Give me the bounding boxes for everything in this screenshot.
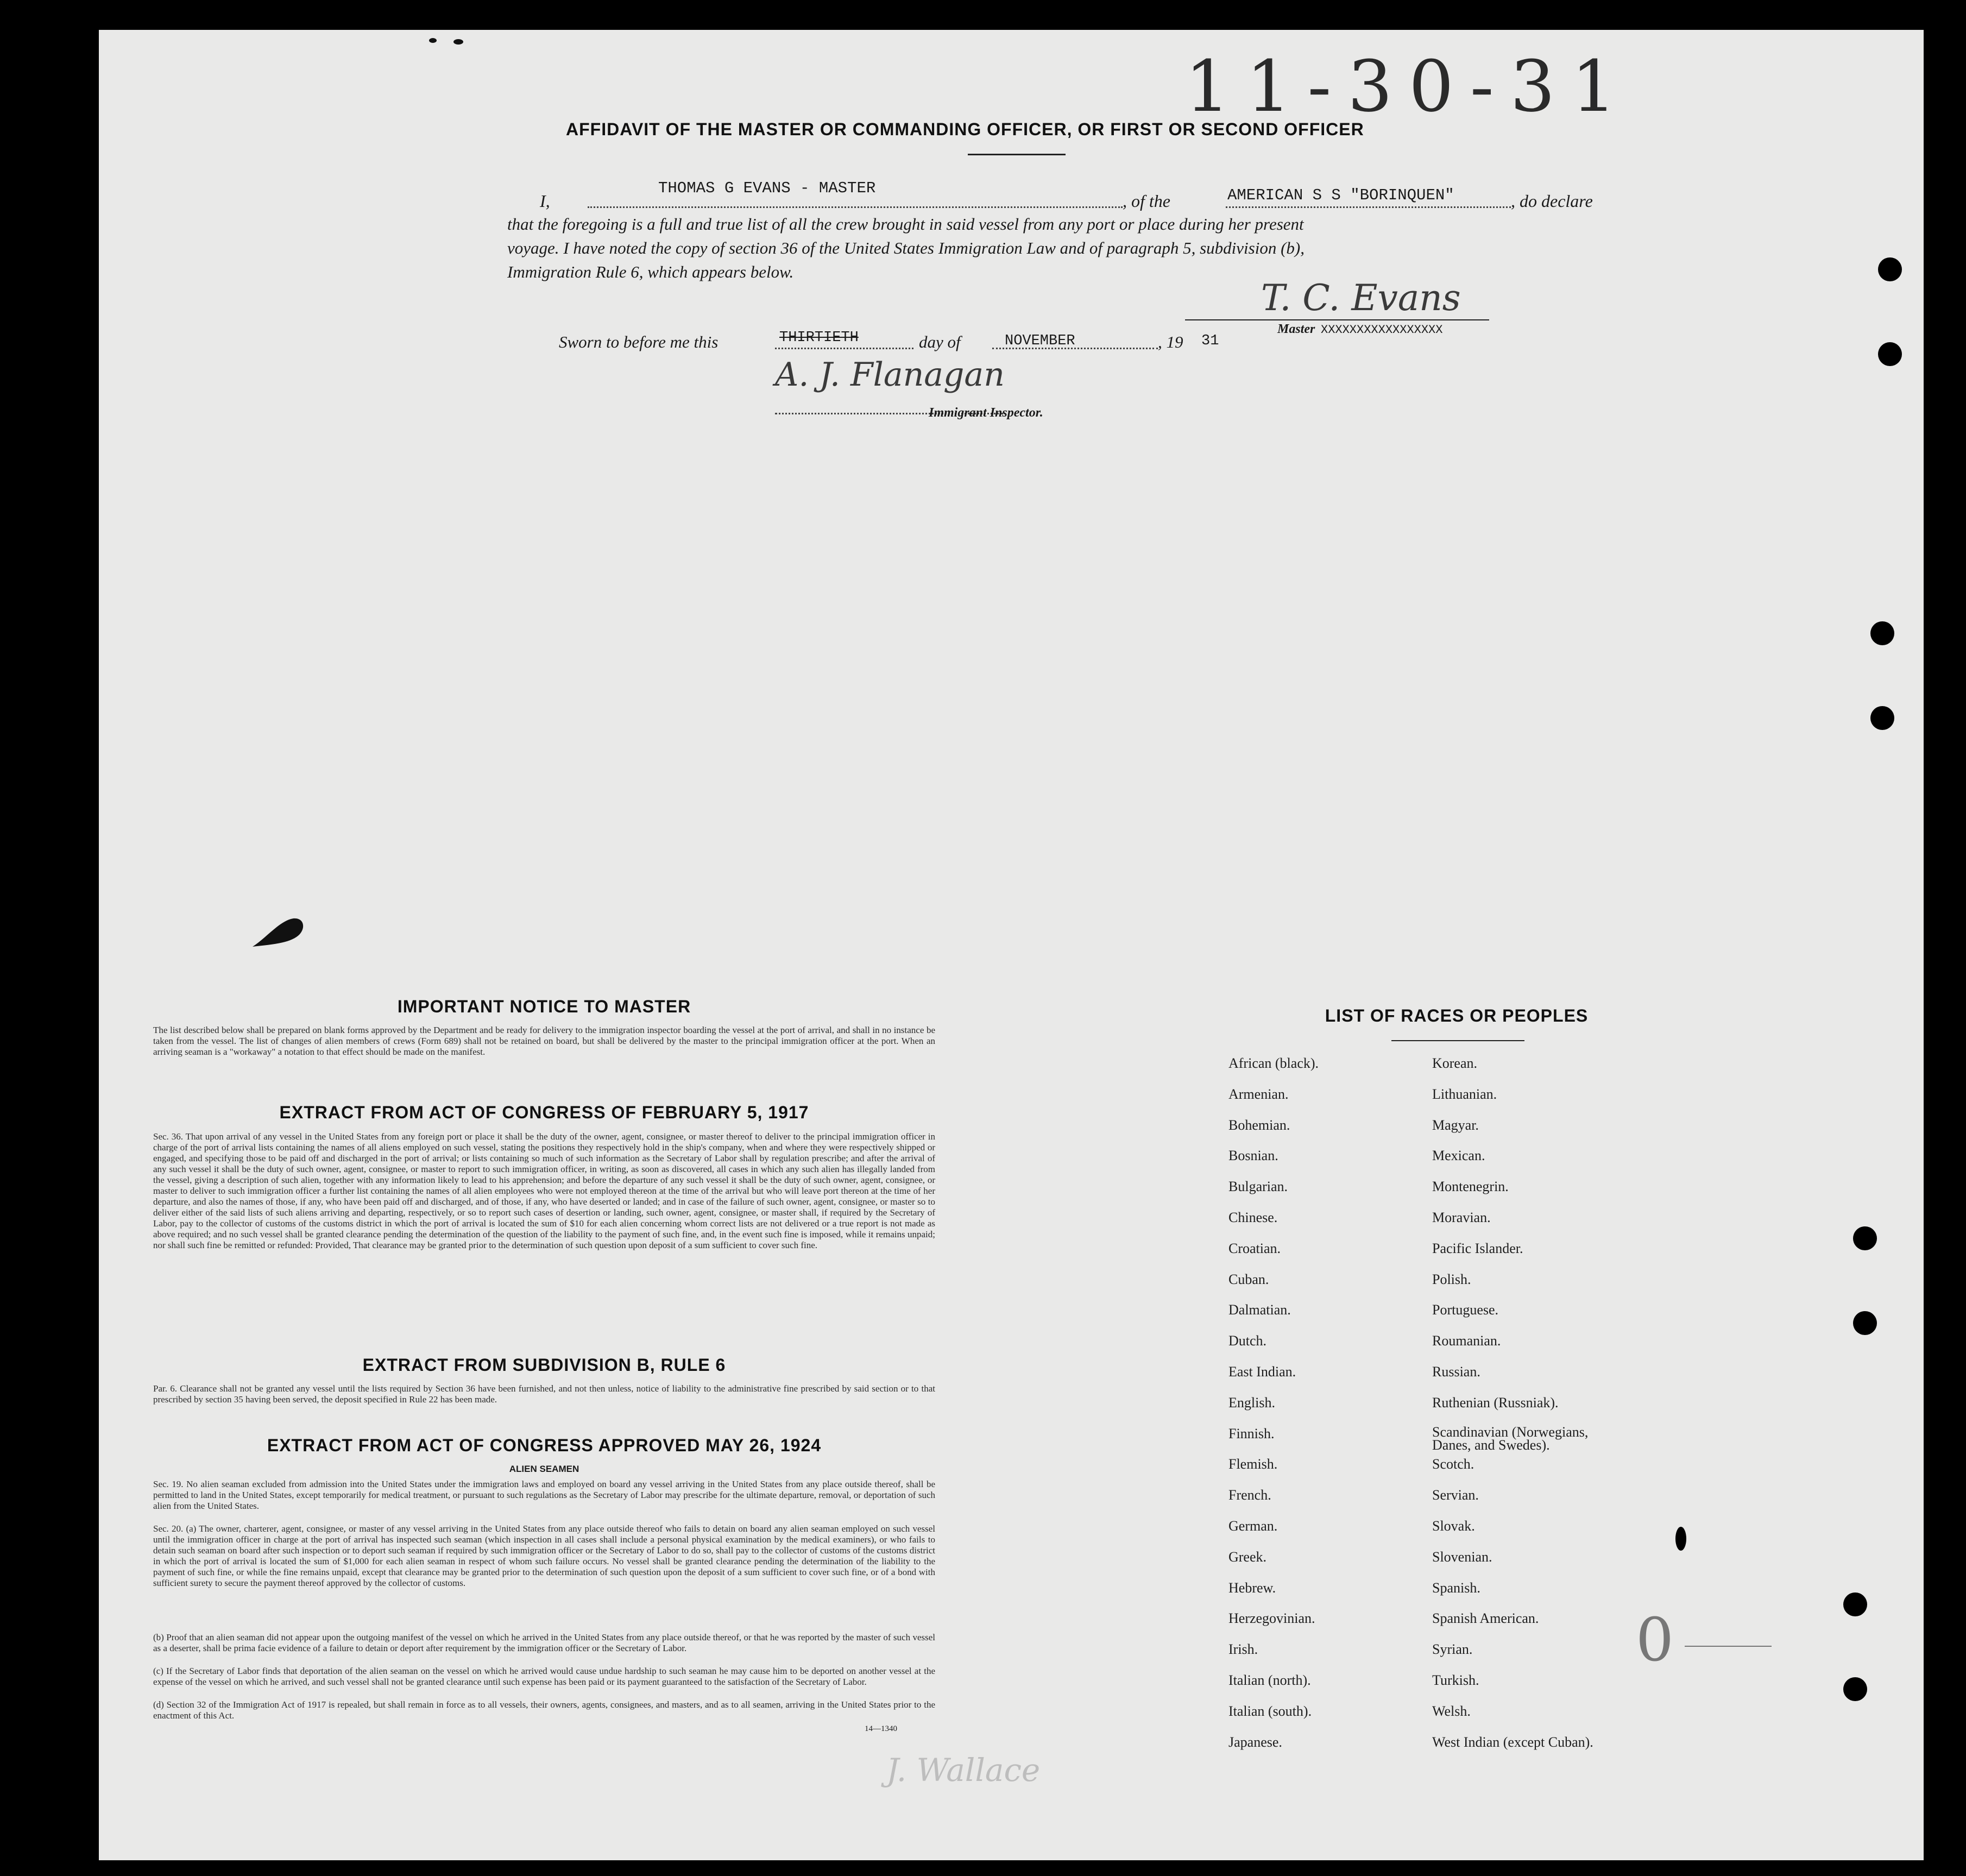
race-item: Spanish American. <box>1432 1610 1539 1627</box>
race-item: Italian (north). <box>1228 1672 1311 1688</box>
race-item: Montenegrin. <box>1432 1179 1509 1195</box>
race-item: Cuban. <box>1228 1271 1269 1287</box>
ink-speck <box>429 38 437 43</box>
i-label: I, <box>540 191 550 211</box>
race-item: German. <box>1228 1518 1278 1534</box>
vessel-name-line <box>1226 206 1511 208</box>
race-item: Pacific Islander. <box>1432 1240 1523 1256</box>
year-suffix: 31 <box>1201 333 1219 349</box>
of-the-label: , of the <box>1123 191 1170 211</box>
master-name: THOMAS G EVANS - MASTER <box>658 179 876 197</box>
race-item: Spanish. <box>1432 1579 1480 1596</box>
sworn-month: NOVEMBER <box>1005 333 1075 349</box>
punch-hole <box>1878 257 1902 281</box>
race-item: Servian. <box>1432 1487 1479 1503</box>
master-signature-line <box>1185 319 1489 320</box>
extract-1924-sec19: Sec. 19. No alien seaman excluded from admission into the United States under the immigration laws and employed on board any vessel arriving in the United States from any place outside thereof, shall be permitted to land in the United States, except temporarily for medical treatment, or pursuant to such regulations as the Secretary of Labor may prescribe for the ultimate departure, removal, or deportation of such alien from the United States. <box>153 1479 935 1511</box>
punch-hole <box>1870 706 1894 730</box>
race-item: Welsh. <box>1432 1703 1471 1719</box>
race-item: Dutch. <box>1228 1333 1267 1349</box>
ink-speck <box>453 39 463 45</box>
vessel-name: AMERICAN S S "BORINQUEN" <box>1227 186 1454 204</box>
title-rule <box>968 154 1066 155</box>
sworn-day: THIRTIETH <box>779 330 859 346</box>
race-item: French. <box>1228 1487 1271 1503</box>
punch-hole <box>1843 1677 1867 1701</box>
extract-1924-sec20a: Sec. 20. (a) The owner, charterer, agent, consignee, or master of any vessel arriving in the United States from any place outside thereof who fails to detain on board any alien seaman employed on such vessel until the immigration officer in charge at the port of arrival has inspected such seaman (which inspection in all cases shall include a personal physical examination by the medical examiners), or who fails to detain such seaman on board after such inspection or to deport such seaman if required by such immigration officer or the Secretary of Labor to do so, shall pay to the collector of customs of the customs district in which the port of arrival is located the sum of $1,000 for each alien seaman in respect of whom such failure occurs. No vessel shall be granted clearance pending the determination of the liability to the payment of such fine, or while the fine remains unpaid, except that clearance may be granted prior to the determination of such question upon the deposit of a sum sufficient to cover such fine, or of a bond with sufficient surety to secure the payment thereof approved by the collector of customs. <box>153 1524 935 1588</box>
sworn-label: Sworn to before me this <box>559 332 719 351</box>
extract-1924-subtitle: ALIEN SEAMEN <box>509 1464 579 1474</box>
race-item: Japanese. <box>1228 1734 1282 1750</box>
margin-mark-line <box>1685 1646 1772 1647</box>
race-item: Moravian. <box>1432 1210 1491 1225</box>
document-sheet <box>99 30 1924 1860</box>
inspector-signature: A. J. Flanagan <box>775 356 1005 394</box>
race-item: Finnish. <box>1228 1425 1275 1441</box>
race-item: Greek. <box>1228 1548 1267 1565</box>
margin-mark: 0 <box>1636 1605 1674 1674</box>
punch-hole <box>1853 1226 1877 1250</box>
extract-1917-body: Sec. 36. That upon arrival of any vessel in the United States from any foreign port or place it shall be the duty of the owner, agent, consignee, or master thereof to deliver to the principal immigration officer in charge of the port of arrival lists containing the names of all aliens employed on such vessel, stating the positions they respectively hold in the ship's company, when and where they were respectively shipped or engaged, and specifying those to be paid off and discharged in the port of arrival; or lists containing so much of such information as the Secretary of Labor shall by regulation prescribe; and after the arrival of any such vessel it shall be the duty of such owner, agent, consignee, or master to report to such immigration officer, in writing, as soon as discovered, all cases in which any such alien has illegally landed from the vessel, giving a description of such alien, together with any information likely to lead to his apprehension; and before the departure of any such vessel it shall be the duty of such owner, agent, consignee, or master to deliver to such immigration officer a further list containing the names of all alien employees who were not employed thereon at the time of the arrival but who will leave port thereon at the time of her departure, and also the names of those, if any, who have been paid off and discharged, and of those, if any, who have deserted or landed; and in case of the failure of such owner, agent, consignee, or master so to deliver either of the said lists of such aliens arriving and departing, respectively, or so to report such cases of desertion or landing, such owner, agent, consignee, or master shall, if required by the Secretary of Labor, pay to the collector of customs of the customs district in which the port of arrival is located the sum of $10 for each alien concerning whom correct lists are not delivered or a true report is not made as above required; and no such vessel shall be granted clearance pending the determination of the question of the liability to the payment of such fine, and, in the event such fine is imposed, while it remains unpaid; nor shall such fine be remitted or refunded: Provided, That clearance may be granted prior to the determination of such question upon deposit of a sum sufficient to cover such fine. <box>153 1131 935 1250</box>
affidavit-line-3: voyage. I have noted the copy of section 36 of the United States Immigration Law and of paragraph 5, subdivision (b), <box>507 238 1305 257</box>
affidavit-title: AFFIDAVIT OF THE MASTER OR COMMANDING OFFICER, OR FIRST OR SECOND OFFICER <box>566 119 1364 139</box>
race-item: East Indian. <box>1228 1364 1296 1380</box>
do-declare-label: , do declare <box>1511 191 1593 211</box>
race-item: Irish. <box>1228 1641 1258 1658</box>
race-item: Magyar. <box>1432 1117 1479 1133</box>
race-item: Mexican. <box>1432 1148 1485 1164</box>
race-item: Slovak. <box>1432 1518 1475 1534</box>
master-signature: T. C. Evans <box>1261 277 1461 319</box>
race-item: Roumanian. <box>1432 1333 1501 1349</box>
punch-hole <box>1878 342 1902 366</box>
punch-hole <box>1870 621 1894 645</box>
race-item: Chinese. <box>1228 1210 1278 1225</box>
race-item: Lithuanian. <box>1432 1086 1497 1102</box>
race-item: Bohemian. <box>1228 1117 1290 1133</box>
race-item: Scotch. <box>1432 1456 1474 1472</box>
ink-blot <box>250 916 310 950</box>
race-item: Flemish. <box>1228 1456 1278 1472</box>
notice-body: The list described below shall be prepared on blank forms approved by the Department and be ready for delivery to the immigration inspector boarding the vessel at the port of arrival, and shall in no instance be taken from the vessel. The list of changes of alien members of crews (Form 689) shall not be retained on board, but shall be delivered by the master to the principal immigration officer at the port. When an arriving seaman is a "workaway" a notation to that effect should be made on the manifest. <box>153 1025 935 1057</box>
race-item: Russian. <box>1432 1364 1480 1380</box>
master-name-line <box>588 206 1123 208</box>
affidavit-line-4: Immigration Rule 6, which appears below. <box>507 262 794 281</box>
race-item: Polish. <box>1432 1271 1471 1287</box>
race-item: Italian (south). <box>1228 1703 1312 1719</box>
race-item: West Indian (except Cuban). <box>1432 1734 1593 1750</box>
punch-hole <box>1843 1592 1867 1616</box>
race-item: Bulgarian. <box>1228 1179 1288 1195</box>
race-item: Bosnian. <box>1228 1148 1278 1164</box>
extract-1924-sec20b: (b) Proof that an alien seaman did not appear upon the outgoing manifest of the vessel on which he arrived in the United States from any place outside thereof, or that he was reported by the master of such vessel as a deserter, shall be prima facie evidence of a failure to detain or deport after requirement by the immigration officer or the Secretary of Labor. <box>153 1632 935 1653</box>
extract-rule6-body: Par. 6. Clearance shall not be granted any vessel until the lists required by Section 36 have been furnished, and not then unless, notice of liability to the administrative fine prescribed by said section or to that prescribed by section 35 having been served, the deposit specified in Rule 22 has been made. <box>153 1383 935 1405</box>
race-item: Croatian. <box>1228 1240 1281 1256</box>
race-item: Dalmatian. <box>1228 1302 1291 1318</box>
races-title: LIST OF RACES OR PEOPLES <box>1325 1006 1589 1025</box>
handwritten-date: 11-30-31 <box>1185 45 1633 128</box>
extract-1924-title: EXTRACT FROM ACT OF CONGRESS APPROVED MAY 26, 1924 <box>267 1436 822 1455</box>
extract-1917-title: EXTRACT FROM ACT OF CONGRESS OF FEBRUARY 5, 1917 <box>279 1103 809 1122</box>
races-title-rule <box>1391 1040 1524 1041</box>
extract-rule6-title: EXTRACT FROM SUBDIVISION B, RULE 6 <box>362 1355 726 1375</box>
master-struck-title: XXXXXXXXXXXXXXXXX <box>1321 323 1443 337</box>
race-item: African (black). <box>1228 1055 1319 1071</box>
year-prefix: , 19 <box>1158 332 1183 351</box>
master-label: Master <box>1277 322 1315 336</box>
extract-1924-sec20d: (d) Section 32 of the Immigration Act of 1917 is repealed, but shall remain in force as to all vessels, their owners, agents, consignees, and masters, and as to all seamen, arriving in the United States prior to the enactment of this Act. <box>153 1699 935 1721</box>
ink-spot <box>1673 1525 1689 1553</box>
race-item: Portuguese. <box>1432 1302 1499 1318</box>
punch-hole <box>1853 1311 1877 1335</box>
affidavit-line-2: that the foregoing is a full and true list of all the crew brought in said vessel from any port or place during her present <box>507 215 1304 234</box>
form-number: 14—1340 <box>865 1724 897 1733</box>
race-item: Turkish. <box>1432 1672 1479 1688</box>
race-item: Scandinavian (Norwegians, Danes, and Swedes). <box>1432 1424 1589 1453</box>
race-item: Herzegovinian. <box>1228 1610 1315 1627</box>
race-item: Hebrew. <box>1228 1579 1276 1596</box>
notice-title: IMPORTANT NOTICE TO MASTER <box>397 997 691 1016</box>
race-item: Ruthenian (Russniak). <box>1432 1394 1559 1411</box>
race-item: Korean. <box>1432 1055 1478 1071</box>
race-item: English. <box>1228 1394 1275 1411</box>
race-item: Syrian. <box>1432 1641 1473 1658</box>
race-item: Armenian. <box>1228 1086 1289 1102</box>
sworn-day-line <box>775 348 913 349</box>
inspector-label: Immigrant Inspector. <box>929 406 1043 420</box>
day-of-label: day of <box>919 332 961 351</box>
race-item: Slovenian. <box>1432 1548 1492 1565</box>
extract-1924-sec20c: (c) If the Secretary of Labor finds that deportation of the alien seaman on the vessel on which he arrived would cause undue hardship to such seaman he may cause him to be deported on another vessel at the expense of the vessel on which he arrived, and such vessel shall not be granted clearance until such expense has been paid or its payment guaranteed to the satisfaction of the Secretary of Labor. <box>153 1666 935 1687</box>
bottom-handwriting: J. Wallace <box>886 1752 1041 1789</box>
